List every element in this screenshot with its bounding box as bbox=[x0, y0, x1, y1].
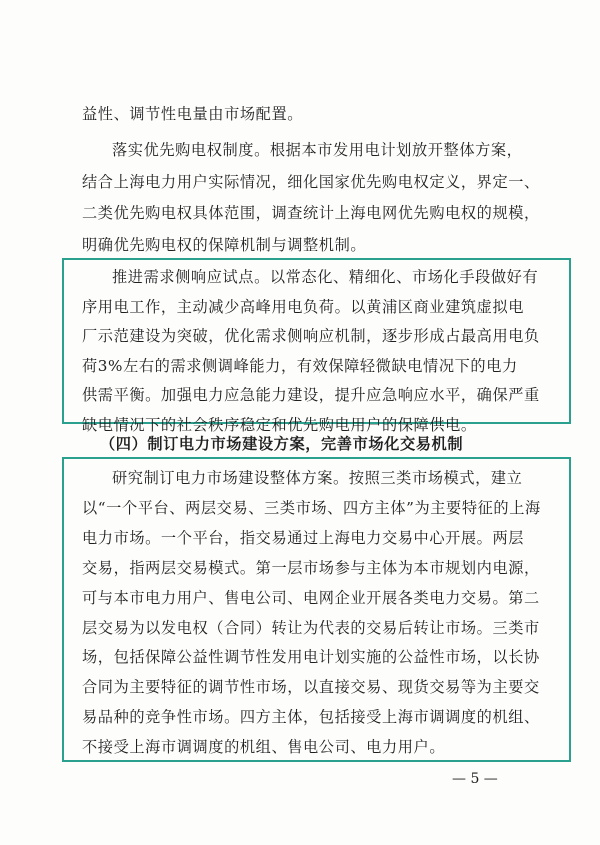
text-line: 易品种的竞争性市场。四方主体，包括接受上海市调调度的机组、 bbox=[82, 708, 540, 726]
page-number: — 5 — bbox=[452, 771, 498, 787]
text-line: 层交易为以发电权（合同）转让为代表的交易后转让市场。三类市 bbox=[82, 619, 540, 637]
text-line: 电力市场。一个平台，指交易通过上海电力交易中心开展。两层 bbox=[82, 529, 525, 547]
text-line: 研究制订电力市场建设整体方案。按照三类市场模式，建立 bbox=[112, 469, 523, 487]
text-line: 供需平衡。加强电力应急能力建设，提升应急响应水平，确保严重 bbox=[82, 386, 540, 404]
text-line: 二类优先购电权具体范围，调查统计上海电网优先购电权的规模， bbox=[82, 204, 540, 222]
text-line: 推进需求侧响应试点。以常态化、精细化、市场化手段做好有 bbox=[112, 268, 539, 286]
section-heading: （四）制订电力市场建设方案，完善市场化交易机制 bbox=[100, 435, 464, 453]
text-line: 缺电情况下的社会秩序稳定和优先购电用户的保障供电。 bbox=[82, 416, 477, 434]
text-line: 明确优先购电权的保障机制与调整机制。 bbox=[82, 236, 367, 254]
text-line: 可与本市电力用户、售电公司、电网企业开展各类电力交易。第二 bbox=[82, 589, 540, 607]
text-line: 荷3%左右的需求侧调峰能力，有效保障轻微缺电情况下的电力 bbox=[82, 357, 518, 375]
text-line: 交易，指两层交易模式。第一层市场参与主体为本市规划内电源， bbox=[82, 559, 540, 577]
text-line: 结合上海电力用户实际情况，细化国家优先购电权定义，界定一、 bbox=[82, 173, 540, 191]
text-line: 以“一个平台、两层交易、三类市场、四方主体”为主要特征的上海 bbox=[82, 499, 541, 517]
text-line: 场，包括保障公益性调节性发用电计划实施的公益性市场，以长协 bbox=[82, 648, 540, 666]
text-line: 落实优先购电权制度。根据本市发用电计划放开整体方案， bbox=[112, 141, 523, 159]
text-line: 序用电工作，主动减少高峰用电负荷。以黄浦区商业建筑虚拟电 bbox=[82, 298, 525, 316]
text-line: 合同为主要特征的调节性市场，以直接交易、现货交易等为主要交 bbox=[82, 678, 540, 696]
text-line: 益性、调节性电量由市场配置。 bbox=[82, 105, 304, 123]
text-line: 不接受上海市调调度的机组、售电公司、电力用户。 bbox=[82, 738, 446, 756]
text-line: 厂示范建设为突破，优化需求侧响应机制，逐步形成占最高用电负 bbox=[82, 327, 540, 345]
